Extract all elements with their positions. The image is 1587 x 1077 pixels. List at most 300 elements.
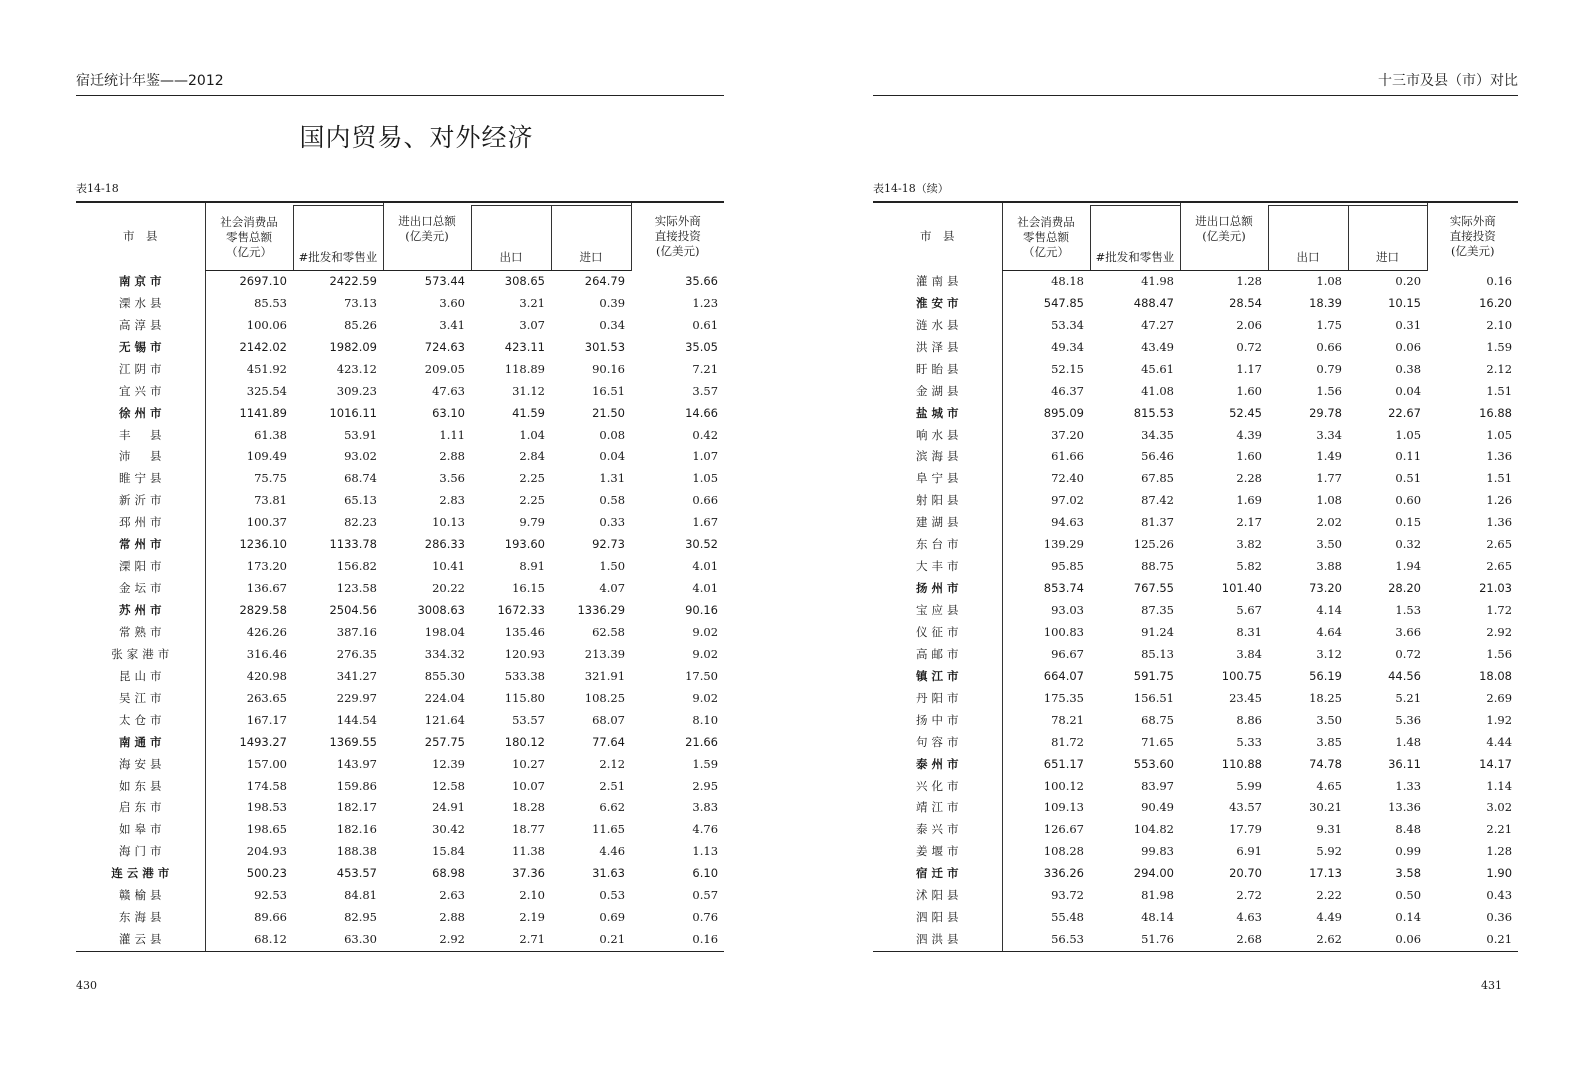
export-cell: 2.19 — [519, 910, 545, 925]
import-cell: 321.91 — [584, 668, 626, 683]
wholesale-cell: 45.61 — [1141, 361, 1174, 376]
table-row — [873, 314, 1518, 336]
header-fdi-line2: 直接投资 — [1449, 229, 1496, 243]
retail-total-cell: 95.85 — [1051, 559, 1084, 574]
retail-total-cell: 853.74 — [1043, 581, 1084, 596]
table-row — [76, 622, 724, 644]
export-cell: 2.84 — [519, 449, 545, 464]
region-name: 建湖县 — [873, 512, 1002, 534]
wholesale-cell: 85.13 — [1141, 646, 1174, 661]
retail-total-cell: 664.07 — [1043, 668, 1084, 683]
wholesale-cell: 182.17 — [336, 800, 377, 815]
table-row — [76, 885, 724, 907]
table-row — [76, 424, 724, 446]
export-cell: 3.34 — [1316, 427, 1342, 442]
table-row — [873, 907, 1518, 929]
region-name: 兴化市 — [873, 775, 1002, 797]
table-row — [76, 556, 724, 578]
retail-total-cell: 108.28 — [1043, 844, 1084, 859]
fdi-cell: 1.36 — [1486, 515, 1513, 530]
trade-total-cell: 2.68 — [1180, 929, 1268, 951]
wholesale-cell: 125.26 — [1133, 537, 1174, 552]
retail-total-cell: 136.67 — [246, 581, 287, 596]
retail-total-cell: 56.53 — [1002, 929, 1090, 951]
import-cell: 0.33 — [599, 515, 626, 530]
stats-table-left — [76, 201, 724, 952]
region-name: 如东县 — [76, 775, 205, 797]
fdi-cell: 3.02 — [1486, 800, 1513, 815]
retail-total-cell: 2829.58 — [239, 603, 287, 618]
table-row — [76, 775, 724, 797]
wholesale-cell: 67.85 — [1141, 471, 1174, 486]
import-cell: 0.11 — [1395, 449, 1422, 464]
fdi-cell: 0.36 — [1486, 910, 1513, 925]
trade-total-cell: 1.28 — [1236, 273, 1262, 288]
export-cell: 10.07 — [512, 778, 545, 793]
fdi-cell: 9.02 — [692, 690, 719, 705]
retail-total-cell: 204.93 — [246, 844, 287, 859]
wholesale-cell: 73.13 — [344, 295, 377, 310]
wholesale-cell: 1016.11 — [329, 405, 377, 420]
retail-total-cell: 316.46 — [246, 646, 287, 661]
fdi-cell: 21.03 — [1479, 581, 1513, 596]
export-cell: 115.80 — [504, 690, 545, 705]
table-row — [76, 841, 724, 863]
trade-total-cell: 2.28 — [1236, 471, 1262, 486]
wholesale-cell: 87.42 — [1141, 493, 1174, 508]
table-row — [873, 402, 1518, 424]
region-name: 泰兴市 — [873, 819, 1002, 841]
export-cell: 1672.33 — [497, 603, 545, 618]
fdi-cell: 1.28 — [1486, 844, 1513, 859]
fdi-cell: 0.21 — [1427, 929, 1518, 951]
table-row — [76, 270, 724, 292]
export-cell: 3.07 — [519, 317, 545, 332]
export-cell: 18.25 — [1309, 690, 1342, 705]
region-name: 扬中市 — [873, 709, 1002, 731]
region-name: 东海县 — [76, 907, 205, 929]
export-cell: 29.78 — [1309, 405, 1342, 420]
import-cell: 2.51 — [599, 778, 626, 793]
wholesale-cell: 159.86 — [336, 778, 377, 793]
import-cell: 62.58 — [592, 624, 626, 639]
retail-total-cell: 336.26 — [1043, 866, 1084, 881]
region-name: 昆山市 — [76, 665, 205, 687]
retail-total-cell: 75.75 — [254, 471, 287, 486]
retail-total-cell: 100.06 — [246, 317, 287, 332]
import-cell: 1336.29 — [577, 603, 626, 618]
header-trade-total — [1180, 206, 1268, 271]
export-cell: 3.12 — [1316, 646, 1342, 661]
trade-total-cell: 47.63 — [432, 383, 465, 398]
trade-total-cell: 1.11 — [439, 427, 465, 442]
retail-total-cell: 325.54 — [246, 383, 287, 398]
wholesale-cell: 99.83 — [1141, 844, 1174, 859]
wholesale-cell: 41.08 — [1141, 383, 1174, 398]
retail-total-cell: 89.66 — [254, 910, 287, 925]
running-head-right: 十三市及县（市）对比 — [873, 71, 1518, 96]
region-name: 徐州市 — [76, 402, 205, 424]
export-cell: 193.60 — [504, 537, 545, 552]
region-name: 江阴市 — [76, 358, 205, 380]
import-cell: 0.38 — [1395, 361, 1422, 376]
import-cell: 77.64 — [592, 734, 626, 749]
retail-total-cell: 49.34 — [1051, 339, 1084, 354]
import-cell: 213.39 — [584, 646, 626, 661]
wholesale-cell: 767.55 — [1133, 581, 1174, 596]
wholesale-cell: 82.95 — [344, 910, 377, 925]
export-cell: 180.12 — [504, 734, 545, 749]
import-cell: 0.21 — [551, 929, 631, 951]
retail-total-cell: 1493.27 — [239, 734, 287, 749]
fdi-cell: 4.44 — [1486, 734, 1513, 749]
region-name: 阜宁县 — [873, 468, 1002, 490]
table-row — [76, 578, 724, 600]
trade-total-cell: 100.75 — [1221, 668, 1262, 683]
fdi-cell: 1.67 — [692, 515, 719, 530]
wholesale-cell: 387.16 — [336, 624, 377, 639]
retail-total-cell: 109.13 — [1043, 800, 1084, 815]
export-cell: 1.49 — [1316, 449, 1342, 464]
wholesale-cell: 34.35 — [1141, 427, 1174, 442]
retail-total-cell: 651.17 — [1043, 756, 1084, 771]
running-head-left: 宿迁统计年鉴——2012 — [76, 71, 724, 96]
table-row — [873, 292, 1518, 314]
trade-total-cell: 1.17 — [1236, 361, 1262, 376]
trade-total-cell: 2.83 — [439, 493, 465, 508]
fdi-cell: 1.05 — [692, 471, 719, 486]
retail-total-cell: 48.18 — [1051, 273, 1084, 288]
export-cell: 2.25 — [519, 493, 545, 508]
trade-total-cell: 724.63 — [424, 339, 465, 354]
table-label-left: 表14-18 — [76, 182, 119, 195]
region-name: 沭阳县 — [873, 885, 1002, 907]
export-cell: 118.89 — [504, 361, 545, 376]
table-row — [873, 358, 1518, 380]
import-cell: 0.53 — [599, 888, 626, 903]
fdi-cell: 4.76 — [692, 822, 719, 837]
region-name: 洪泽县 — [873, 336, 1002, 358]
wholesale-cell: 229.97 — [336, 690, 377, 705]
retail-total-cell: 96.67 — [1051, 646, 1084, 661]
table-row — [873, 468, 1518, 490]
region-name: 灌云县 — [76, 929, 205, 951]
region-name: 灌南县 — [873, 270, 1002, 292]
import-cell: 5.36 — [1395, 712, 1422, 727]
header-fdi-line2: 直接投资 — [654, 229, 701, 243]
retail-total-cell: 2142.02 — [239, 339, 287, 354]
fdi-cell: 0.76 — [692, 910, 719, 925]
trade-total-cell: 224.04 — [424, 690, 465, 705]
retail-total-cell: 451.92 — [246, 361, 287, 376]
export-cell: 2.25 — [519, 471, 545, 486]
table-row — [873, 556, 1518, 578]
table-row — [873, 270, 1518, 292]
trade-total-cell: 209.05 — [424, 361, 465, 376]
wholesale-cell: 553.60 — [1133, 756, 1174, 771]
wholesale-cell: 2504.56 — [329, 603, 377, 618]
region-name: 泗阳县 — [873, 907, 1002, 929]
retail-total-cell: 167.17 — [246, 712, 287, 727]
trade-total-cell: 8.31 — [1236, 624, 1262, 639]
retail-total-cell: 895.09 — [1043, 405, 1084, 420]
wholesale-cell: 156.82 — [336, 559, 377, 574]
table-row — [76, 512, 724, 534]
header-trade-line1: 进出口总额 — [1195, 213, 1253, 228]
table-row — [873, 424, 1518, 446]
region-name: 高邮市 — [873, 643, 1002, 665]
trade-total-cell: 3.41 — [439, 317, 465, 332]
export-cell: 4.64 — [1316, 624, 1342, 639]
table-row — [76, 446, 724, 468]
wholesale-cell: 71.65 — [1141, 734, 1174, 749]
export-cell: 3.50 — [1316, 712, 1342, 727]
region-name: 常州市 — [76, 534, 205, 556]
table-row — [873, 490, 1518, 512]
retail-total-cell: 72.40 — [1051, 471, 1084, 486]
import-cell: 1.33 — [1395, 778, 1422, 793]
fdi-cell: 2.65 — [1486, 559, 1513, 574]
import-cell: 16.51 — [592, 383, 626, 398]
table-row — [873, 446, 1518, 468]
header-retail-total — [1002, 206, 1090, 271]
wholesale-cell: 453.57 — [336, 866, 377, 881]
import-cell: 0.04 — [599, 449, 626, 464]
region-name: 东台市 — [873, 534, 1002, 556]
fdi-cell: 1.92 — [1486, 712, 1513, 727]
import-cell: 1.50 — [599, 559, 626, 574]
fdi-cell: 6.10 — [692, 866, 719, 881]
fdi-cell: 1.14 — [1486, 778, 1513, 793]
fdi-cell: 2.92 — [1486, 624, 1513, 639]
table-row — [873, 665, 1518, 687]
fdi-cell: 30.52 — [685, 537, 719, 552]
trade-total-cell: 52.45 — [1229, 405, 1262, 420]
region-name: 溧水县 — [76, 292, 205, 314]
region-name: 新沂市 — [76, 490, 205, 512]
trade-total-cell: 23.45 — [1229, 690, 1262, 705]
retail-total-cell: 61.38 — [254, 427, 287, 442]
export-cell: 9.79 — [519, 515, 545, 530]
retail-total-cell: 93.72 — [1051, 888, 1084, 903]
fdi-cell: 1.59 — [692, 756, 719, 771]
region-name: 启东市 — [76, 797, 205, 819]
export-cell: 533.38 — [504, 668, 545, 683]
table-row — [76, 797, 724, 819]
export-cell: 18.28 — [512, 800, 545, 815]
wholesale-cell: 43.49 — [1141, 339, 1174, 354]
table-row — [76, 600, 724, 622]
header-retail-total — [205, 206, 293, 271]
region-name: 仪征市 — [873, 622, 1002, 644]
table-row — [76, 490, 724, 512]
export-cell: 9.31 — [1316, 822, 1342, 837]
import-cell: 1.53 — [1395, 603, 1422, 618]
wholesale-cell: 123.58 — [336, 581, 377, 596]
export-cell: 53.57 — [512, 712, 545, 727]
fdi-cell: 0.66 — [692, 493, 719, 508]
export-cell: 0.79 — [1316, 361, 1342, 376]
wholesale-cell: 90.49 — [1141, 800, 1174, 815]
fdi-cell: 0.57 — [692, 888, 719, 903]
trade-total-cell: 5.99 — [1236, 778, 1262, 793]
region-name: 海门市 — [76, 841, 205, 863]
header-region: 市 县 — [873, 202, 1002, 270]
wholesale-cell: 423.12 — [336, 361, 377, 376]
fdi-cell: 1.05 — [1486, 427, 1513, 442]
retail-total-cell: 46.37 — [1051, 383, 1084, 398]
export-cell: 11.38 — [512, 844, 545, 859]
trade-total-cell: 3.82 — [1236, 537, 1262, 552]
trade-total-cell: 63.10 — [432, 405, 465, 420]
import-cell: 0.58 — [599, 493, 626, 508]
table-row — [873, 731, 1518, 753]
fdi-cell: 2.21 — [1486, 822, 1513, 837]
wholesale-cell: 85.26 — [344, 317, 377, 332]
wholesale-cell: 144.54 — [336, 712, 377, 727]
wholesale-cell: 41.98 — [1141, 273, 1174, 288]
header-retail-line1: 社会消费品 — [1017, 215, 1075, 229]
export-cell: 41.59 — [512, 405, 545, 420]
header-fdi-line1: 实际外商 — [654, 214, 701, 228]
fdi-cell: 0.43 — [1486, 888, 1513, 903]
fdi-cell: 2.69 — [1486, 690, 1513, 705]
region-name: 丹阳市 — [873, 687, 1002, 709]
fdi-cell: 2.95 — [692, 778, 719, 793]
export-cell: 2.62 — [1268, 929, 1348, 951]
region-name: 沛 县 — [76, 446, 205, 468]
fdi-cell: 1.07 — [692, 449, 719, 464]
header-trade-line2: (亿美元) — [1202, 228, 1246, 243]
table-row — [873, 863, 1518, 885]
export-cell: 1.75 — [1316, 317, 1342, 332]
region-name: 金湖县 — [873, 380, 1002, 402]
table-row — [76, 731, 724, 753]
trade-total-cell: 12.58 — [432, 778, 465, 793]
fdi-cell: 4.01 — [692, 559, 719, 574]
wholesale-cell: 276.35 — [336, 646, 377, 661]
retail-total-cell: 53.34 — [1051, 317, 1084, 332]
trade-total-cell: 2.63 — [439, 888, 465, 903]
export-cell: 3.50 — [1316, 537, 1342, 552]
import-cell: 2.12 — [599, 756, 626, 771]
region-name: 高淳县 — [76, 314, 205, 336]
wholesale-cell: 182.16 — [336, 822, 377, 837]
wholesale-cell: 188.38 — [336, 844, 377, 859]
export-cell: 3.85 — [1316, 734, 1342, 749]
export-cell: 3.21 — [519, 295, 545, 310]
export-cell: 56.19 — [1309, 668, 1342, 683]
trade-total-cell: 8.86 — [1236, 712, 1262, 727]
wholesale-cell: 83.97 — [1141, 778, 1174, 793]
export-cell: 2.71 — [471, 929, 551, 951]
import-cell: 264.79 — [584, 273, 626, 288]
wholesale-cell: 1982.09 — [329, 339, 377, 354]
trade-total-cell: 17.79 — [1229, 822, 1262, 837]
import-cell: 0.06 — [1395, 339, 1422, 354]
header-export: 出口 — [471, 206, 551, 271]
header-fdi-line1: 实际外商 — [1449, 214, 1496, 228]
export-cell: 31.12 — [512, 383, 545, 398]
wholesale-cell: 91.24 — [1141, 624, 1174, 639]
trade-total-cell: 5.82 — [1236, 559, 1262, 574]
fdi-cell: 2.10 — [1486, 317, 1513, 332]
retail-total-cell: 1141.89 — [239, 405, 287, 420]
retail-total-cell: 92.53 — [254, 888, 287, 903]
table-row — [873, 797, 1518, 819]
trade-total-cell: 28.54 — [1229, 295, 1262, 310]
import-cell: 44.56 — [1388, 668, 1422, 683]
import-cell: 3.66 — [1395, 624, 1422, 639]
export-cell: 4.65 — [1316, 778, 1342, 793]
header-retail-line3: （亿元） — [1023, 245, 1069, 259]
wholesale-cell: 341.27 — [336, 668, 377, 683]
fdi-cell: 1.90 — [1486, 866, 1513, 881]
import-cell: 0.34 — [599, 317, 626, 332]
region-name: 张家港市 — [76, 643, 205, 665]
export-cell: 18.39 — [1309, 295, 1342, 310]
wholesale-cell: 93.02 — [344, 449, 377, 464]
region-name: 涟水县 — [873, 314, 1002, 336]
region-name: 大丰市 — [873, 556, 1002, 578]
table-row — [873, 841, 1518, 863]
trade-total-cell: 5.33 — [1236, 734, 1262, 749]
wholesale-cell: 53.91 — [344, 427, 377, 442]
trade-total-cell: 334.32 — [424, 646, 465, 661]
trade-total-cell: 0.72 — [1236, 339, 1262, 354]
export-cell: 30.21 — [1309, 800, 1342, 815]
table-row — [76, 665, 724, 687]
page-number-right: 431 — [1481, 979, 1502, 992]
right-page — [793, 0, 1587, 1077]
export-cell: 4.49 — [1316, 910, 1342, 925]
import-cell: 4.07 — [599, 581, 626, 596]
region-name: 泰州市 — [873, 753, 1002, 775]
trade-total-cell: 2.92 — [383, 929, 471, 951]
export-cell: 2.10 — [519, 888, 545, 903]
fdi-cell: 0.42 — [692, 427, 719, 442]
fdi-cell: 16.88 — [1479, 405, 1513, 420]
region-name: 泗洪县 — [873, 929, 1002, 951]
fdi-cell: 1.26 — [1486, 493, 1513, 508]
trade-total-cell: 10.41 — [432, 559, 465, 574]
import-cell: 301.53 — [584, 339, 626, 354]
table-row — [873, 687, 1518, 709]
import-cell: 6.62 — [599, 800, 626, 815]
retail-total-cell: 500.23 — [246, 866, 287, 881]
trade-total-cell: 20.22 — [432, 581, 465, 596]
header-fdi — [1427, 202, 1518, 270]
retail-total-cell: 175.35 — [1043, 690, 1084, 705]
table-row — [76, 534, 724, 556]
import-cell: 0.99 — [1395, 844, 1422, 859]
fdi-cell: 4.01 — [692, 581, 719, 596]
table-row — [873, 753, 1518, 775]
wholesale-cell: 488.47 — [1133, 295, 1174, 310]
wholesale-cell: 68.74 — [344, 471, 377, 486]
region-name: 滨海县 — [873, 446, 1002, 468]
retail-total-cell: 68.12 — [205, 929, 293, 951]
trade-total-cell: 2.88 — [439, 449, 465, 464]
trade-total-cell: 3008.63 — [417, 603, 465, 618]
trade-total-cell: 110.88 — [1221, 756, 1262, 771]
trade-total-cell: 855.30 — [424, 668, 465, 683]
fdi-cell: 1.51 — [1486, 383, 1513, 398]
retail-total-cell: 100.83 — [1043, 624, 1084, 639]
export-cell: 16.15 — [512, 581, 545, 596]
region-name: 射阳县 — [873, 490, 1002, 512]
fdi-cell: 0.61 — [692, 317, 719, 332]
